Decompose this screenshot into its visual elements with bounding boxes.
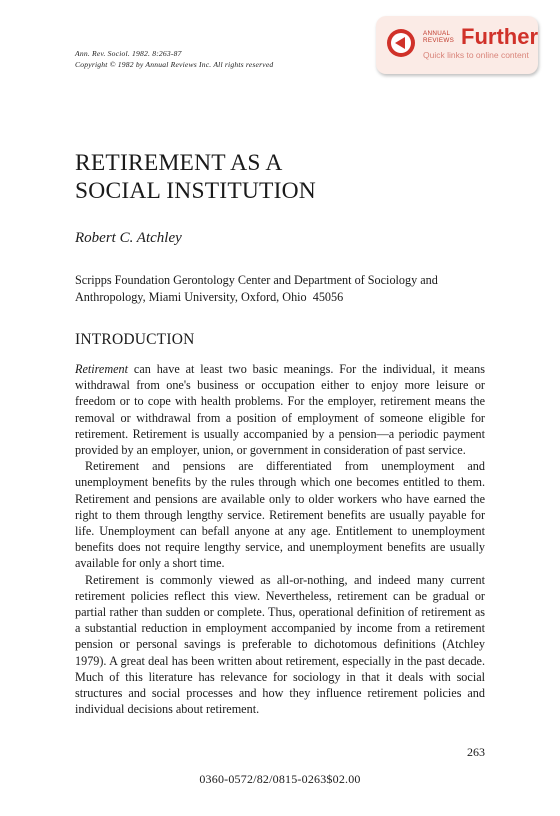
author-name: Robert C. Atchley [75,230,182,246]
affiliation-line-1: Scripps Foundation Gerontology Center and Department of Sociology and [75,273,438,287]
page-number: 263 [467,745,485,759]
banner-reviews-label: REVIEWS [423,37,455,44]
citation-line-2: Copyright © 1982 by Annual Reviews Inc. All rights reserved [75,60,274,69]
journal-citation [75,48,273,70]
banner-subtitle: Quick links to online content [423,50,529,60]
annual-reviews-further-banner[interactable] [376,16,538,74]
article-title [75,149,316,205]
paragraph-1-lead: Retirement [75,362,129,376]
paragraph-1 [75,361,485,458]
banner-annual-label: ANNUAL [423,30,451,37]
banner-further-label: Further [461,24,538,49]
article-code: 0360-0572/82/0815-0263$02.00 [199,772,361,786]
annual-reviews-logo-icon [386,28,416,58]
article-body [75,361,485,717]
banner-brand-text [423,30,454,44]
paragraph-1-text: can have at least two basic meanings. For the individual, it means withdrawal from one's business or occupation either to enjoy more leisure or freedom or to cope with health problems. For the employer, retirement means the removal or withdrawal from a position of employment of someone eligible for retirement. Retirement is usually accompanied by a pension—a periodic payment provided by an employer, union, or government in consideration of past service. [75,362,485,458]
author-affiliation [75,272,485,306]
citation-line-1: Ann. Rev. Sociol. 1982. 8:263-87 [75,49,182,58]
section-heading: INTRODUCTION [75,331,195,348]
article-title-line-1: RETIREMENT AS A [75,150,283,176]
paragraph-2: Retirement and pensions are differentiated from unemployment and unemployment benefits by the rules through which one becomes entitled to them. Retirement and pensions are available only to older workers who have earned the right to them through lengthy service. Retirement benefits are usually payable for life. Unemployment can befall anyone at any age. Entitlement to unemployment benefits does not require lengthy service, and unemployment benefits are usually available for only a short time. [75,459,485,571]
article-title-line-2: SOCIAL INSTITUTION [75,178,316,204]
affiliation-line-2: Anthropology, Miami University, Oxford, Ohio 45056 [75,290,344,304]
paragraph-3: Retirement is commonly viewed as all-or-nothing, and indeed many current retirement policies reflect this view. Nevertheless, retirement can be gradual or partial rather than sudden or complete. Thus, operational definition of retirement as a substantial reduction in employment accompanied by income from a retirement pension or personal savings is preferable to dichotomous definitions (Atchley 1979). A great deal has been written about retirement, especially in the past decade. Much of this literature has relevance for sociology in that it deals with social structures and social processes and how they influence retirement policies and individual decisions about retirement. [75,572,485,717]
